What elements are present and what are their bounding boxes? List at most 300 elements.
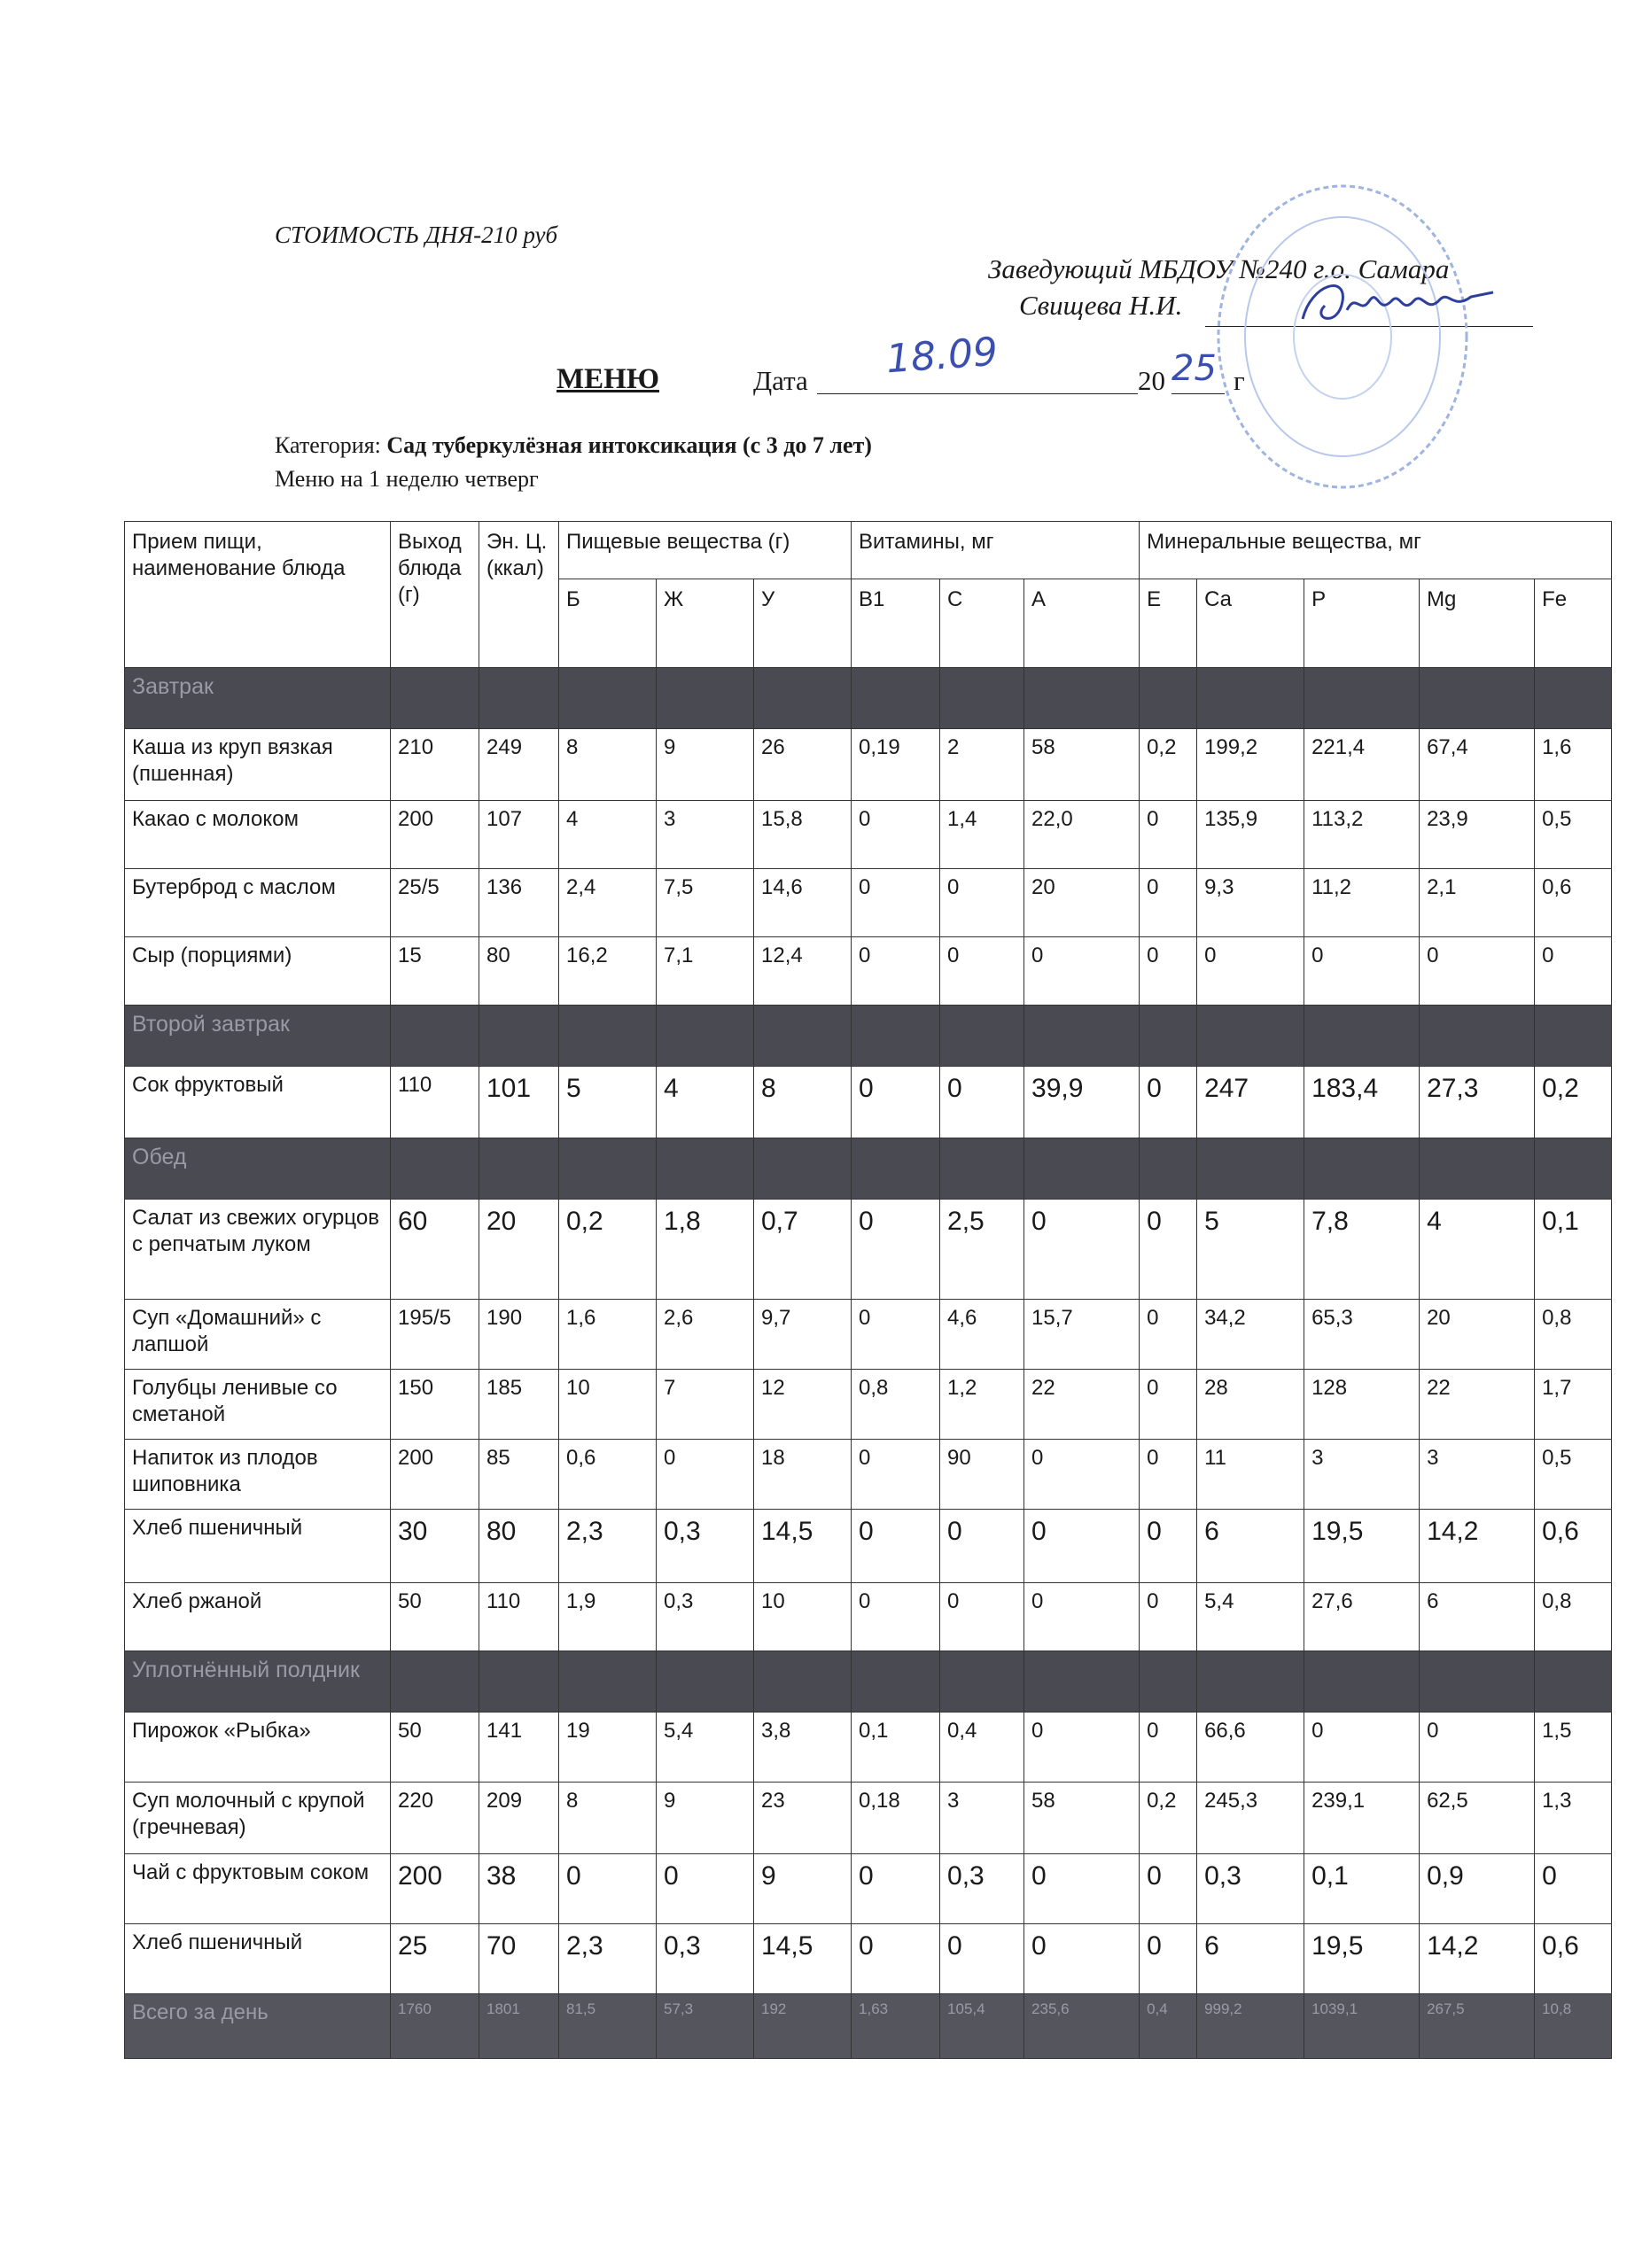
table-cell: 0 bbox=[657, 1440, 754, 1510]
section-cell bbox=[754, 1651, 852, 1713]
section-cell bbox=[479, 1651, 559, 1713]
table-cell: 7,5 bbox=[657, 869, 754, 937]
table-cell: 0 bbox=[940, 937, 1024, 1006]
table-cell: 0,4 bbox=[940, 1713, 1024, 1783]
header-zh: Ж bbox=[657, 579, 754, 668]
section-cell bbox=[391, 1651, 479, 1713]
total-cell: 57,3 bbox=[657, 1994, 754, 2059]
table-cell: 7,1 bbox=[657, 937, 754, 1006]
table-cell: 221,4 bbox=[1304, 729, 1420, 801]
table-cell: 0,3 bbox=[1197, 1854, 1304, 1924]
table-cell: 9,7 bbox=[754, 1300, 852, 1370]
table-cell: 3 bbox=[1420, 1440, 1535, 1510]
table-cell: 0,5 bbox=[1535, 1440, 1612, 1510]
table-cell: 9 bbox=[657, 1783, 754, 1854]
table-cell: 3 bbox=[657, 801, 754, 869]
table-cell: 249 bbox=[479, 729, 559, 801]
table-cell: 141 bbox=[479, 1713, 559, 1783]
table-cell: 0 bbox=[852, 1200, 940, 1300]
table-row bbox=[125, 1854, 1612, 1924]
section-label: Обед bbox=[125, 1138, 391, 1200]
section-cell bbox=[657, 1006, 754, 1067]
section-cell bbox=[657, 1138, 754, 1200]
dish-name: Чай с фруктовым соком bbox=[125, 1854, 391, 1924]
total-cell: 105,4 bbox=[940, 1994, 1024, 2059]
total-cell: 267,5 bbox=[1420, 1994, 1535, 2059]
category-label: Категория: bbox=[275, 432, 381, 458]
section-cell bbox=[559, 1006, 657, 1067]
table-cell: 11 bbox=[1197, 1440, 1304, 1510]
table-cell: 15,8 bbox=[754, 801, 852, 869]
table-cell: 185 bbox=[479, 1370, 559, 1440]
table-cell: 1,2 bbox=[940, 1370, 1024, 1440]
section-cell bbox=[852, 1138, 940, 1200]
table-cell: 0,6 bbox=[559, 1440, 657, 1510]
table-row bbox=[125, 1783, 1612, 1854]
table-row bbox=[125, 1440, 1612, 1510]
head-title: Заведующий МБДОУ №240 г.о. Самара bbox=[988, 253, 1450, 284]
section-row bbox=[125, 668, 1612, 729]
table-cell: 0,6 bbox=[1535, 1510, 1612, 1583]
dish-name: Каша из круп вязкая (пшенная) bbox=[125, 729, 391, 801]
table-cell: 14,2 bbox=[1420, 1510, 1535, 1583]
section-cell bbox=[1304, 1651, 1420, 1713]
table-cell: 1,5 bbox=[1535, 1713, 1612, 1783]
table-cell: 0 bbox=[1197, 937, 1304, 1006]
table-cell: 19,5 bbox=[1304, 1510, 1420, 1583]
table-cell: 2,1 bbox=[1420, 869, 1535, 937]
table-cell: 113,2 bbox=[1304, 801, 1420, 869]
dish-name: Хлеб ржаной bbox=[125, 1583, 391, 1651]
table-cell: 4 bbox=[559, 801, 657, 869]
table-cell: 0 bbox=[940, 869, 1024, 937]
year-value: 25 bbox=[1171, 348, 1217, 389]
section-cell bbox=[391, 668, 479, 729]
table-cell: 14,2 bbox=[1420, 1924, 1535, 1994]
table-cell: 58 bbox=[1024, 1783, 1140, 1854]
table-cell: 14,5 bbox=[754, 1510, 852, 1583]
total-cell: 235,6 bbox=[1024, 1994, 1140, 2059]
table-cell: 110 bbox=[391, 1067, 479, 1138]
table-cell: 0 bbox=[1024, 1440, 1140, 1510]
table-cell: 0,6 bbox=[1535, 869, 1612, 937]
table-row bbox=[125, 801, 1612, 869]
table-cell: 0 bbox=[852, 1510, 940, 1583]
table-cell: 4 bbox=[657, 1067, 754, 1138]
dish-name: Суп молочный с крупой (гречневая) bbox=[125, 1783, 391, 1854]
table-cell: 70 bbox=[479, 1924, 559, 1994]
section-cell bbox=[1535, 1138, 1612, 1200]
menu-table bbox=[124, 521, 1612, 2059]
section-cell bbox=[479, 1138, 559, 1200]
date-line bbox=[817, 393, 1138, 394]
table-cell: 14,6 bbox=[754, 869, 852, 937]
table-cell: 0,19 bbox=[852, 729, 940, 801]
table-cell: 0 bbox=[852, 1583, 940, 1651]
table-cell: 19 bbox=[559, 1713, 657, 1783]
section-cell bbox=[1420, 1138, 1535, 1200]
table-cell: 28 bbox=[1197, 1370, 1304, 1440]
section-cell bbox=[940, 668, 1024, 729]
table-cell: 34,2 bbox=[1197, 1300, 1304, 1370]
table-cell: 200 bbox=[391, 1440, 479, 1510]
total-row bbox=[125, 1994, 1612, 2059]
table-cell: 110 bbox=[479, 1583, 559, 1651]
table-cell: 2,4 bbox=[559, 869, 657, 937]
table-cell: 80 bbox=[479, 937, 559, 1006]
head-name: Свищева Н.И. bbox=[1019, 290, 1183, 321]
table-row bbox=[125, 729, 1612, 801]
table-cell: 9 bbox=[657, 729, 754, 801]
table-cell: 4,6 bbox=[940, 1300, 1024, 1370]
header-p: Р bbox=[1304, 579, 1420, 668]
table-cell: 0,8 bbox=[1535, 1300, 1612, 1370]
table-cell: 0 bbox=[1140, 1200, 1197, 1300]
table-cell: 9,3 bbox=[1197, 869, 1304, 937]
table-cell: 239,1 bbox=[1304, 1783, 1420, 1854]
table-cell: 183,4 bbox=[1304, 1067, 1420, 1138]
table-cell: 0 bbox=[1140, 1583, 1197, 1651]
total-cell: 1760 bbox=[391, 1994, 479, 2059]
section-label: Завтрак bbox=[125, 668, 391, 729]
table-cell: 2 bbox=[940, 729, 1024, 801]
total-cell: 81,5 bbox=[559, 1994, 657, 2059]
table-cell: 1,4 bbox=[940, 801, 1024, 869]
category-value: Сад туберкулёзная интоксикация (с 3 до 7 лет) bbox=[386, 432, 872, 458]
header-b1: В1 bbox=[852, 579, 940, 668]
table-cell: 0,3 bbox=[940, 1854, 1024, 1924]
table-cell: 1,6 bbox=[559, 1300, 657, 1370]
table-cell: 80 bbox=[479, 1510, 559, 1583]
table-cell: 0 bbox=[852, 1924, 940, 1994]
section-cell bbox=[559, 1138, 657, 1200]
header-nutrients: Пищевые вещества (г) bbox=[559, 522, 852, 579]
table-row bbox=[125, 869, 1612, 937]
table-cell: 90 bbox=[940, 1440, 1024, 1510]
header-fe: Fe bbox=[1535, 579, 1612, 668]
table-cell: 58 bbox=[1024, 729, 1140, 801]
table-cell: 0 bbox=[1304, 1713, 1420, 1783]
table-cell: 5 bbox=[1197, 1200, 1304, 1300]
table-cell: 27,3 bbox=[1420, 1067, 1535, 1138]
section-cell bbox=[754, 668, 852, 729]
dish-name: Пирожок «Рыбка» bbox=[125, 1713, 391, 1783]
section-cell bbox=[754, 1006, 852, 1067]
table-cell: 101 bbox=[479, 1067, 559, 1138]
table-cell: 0 bbox=[852, 869, 940, 937]
table-cell: 62,5 bbox=[1420, 1783, 1535, 1854]
section-cell bbox=[657, 1651, 754, 1713]
total-cell: 192 bbox=[754, 1994, 852, 2059]
date-value: 18.09 bbox=[884, 329, 1000, 383]
table-cell: 247 bbox=[1197, 1067, 1304, 1138]
section-cell bbox=[1140, 1138, 1197, 1200]
table-cell: 22 bbox=[1024, 1370, 1140, 1440]
day-cost: СТОИМОСТЬ ДНЯ-210 руб bbox=[275, 221, 558, 248]
header-energy: Эн. Ц.(ккал) bbox=[479, 522, 559, 668]
table-cell: 0 bbox=[1140, 1510, 1197, 1583]
stamp-icon bbox=[1205, 177, 1480, 496]
header-vitamins: Витамины, мг bbox=[852, 522, 1140, 579]
total-cell: 1801 bbox=[479, 1994, 559, 2059]
year-line bbox=[1171, 393, 1225, 394]
table-cell: 85 bbox=[479, 1440, 559, 1510]
section-cell bbox=[1024, 1138, 1140, 1200]
dish-name: Суп «Домашний» с лапшой bbox=[125, 1300, 391, 1370]
table-cell: 0 bbox=[940, 1510, 1024, 1583]
table-cell: 0 bbox=[1140, 1854, 1197, 1924]
section-cell bbox=[391, 1006, 479, 1067]
section-cell bbox=[1420, 1651, 1535, 1713]
dish-name: Сок фруктовый bbox=[125, 1067, 391, 1138]
table-cell: 0,7 bbox=[754, 1200, 852, 1300]
section-label: Второй завтрак bbox=[125, 1006, 391, 1067]
table-cell: 0,3 bbox=[657, 1924, 754, 1994]
table-cell: 200 bbox=[391, 801, 479, 869]
header-yield: Выход блюда (г) bbox=[391, 522, 479, 668]
section-cell bbox=[1304, 1006, 1420, 1067]
table-cell: 12 bbox=[754, 1370, 852, 1440]
header-mg: Mg bbox=[1420, 579, 1535, 668]
section-cell bbox=[940, 1006, 1024, 1067]
table-cell: 6 bbox=[1197, 1510, 1304, 1583]
header-c: С bbox=[940, 579, 1024, 668]
section-cell bbox=[1420, 1006, 1535, 1067]
header-e: Е bbox=[1140, 579, 1197, 668]
table-cell: 107 bbox=[479, 801, 559, 869]
section-cell bbox=[559, 668, 657, 729]
date-label: Дата bbox=[753, 365, 808, 396]
table-cell: 15,7 bbox=[1024, 1300, 1140, 1370]
table-cell: 199,2 bbox=[1197, 729, 1304, 801]
table-cell: 22,0 bbox=[1024, 801, 1140, 869]
table-cell: 0 bbox=[1420, 1713, 1535, 1783]
table-cell: 9 bbox=[754, 1854, 852, 1924]
section-cell bbox=[754, 1138, 852, 1200]
table-cell: 0,18 bbox=[852, 1783, 940, 1854]
table-cell: 0 bbox=[1024, 1854, 1140, 1924]
table-cell: 0 bbox=[1535, 1854, 1612, 1924]
total-cell: 10,8 bbox=[1535, 1994, 1612, 2059]
table-cell: 0 bbox=[1140, 869, 1197, 937]
table-cell: 1,6 bbox=[1535, 729, 1612, 801]
table-cell: 0,2 bbox=[1140, 1783, 1197, 1854]
section-cell bbox=[1140, 1006, 1197, 1067]
year-suffix: г bbox=[1234, 365, 1245, 396]
table-cell: 0,1 bbox=[1535, 1200, 1612, 1300]
table-cell: 25 bbox=[391, 1924, 479, 1994]
category bbox=[275, 432, 872, 459]
table-cell: 10 bbox=[559, 1370, 657, 1440]
table-row bbox=[125, 1713, 1612, 1783]
table-cell: 7,8 bbox=[1304, 1200, 1420, 1300]
header-ca: Са bbox=[1197, 579, 1304, 668]
dish-name: Хлеб пшеничный bbox=[125, 1924, 391, 1994]
table-cell: 0 bbox=[852, 1067, 940, 1138]
table-cell: 15 bbox=[391, 937, 479, 1006]
section-cell bbox=[852, 1006, 940, 1067]
table-cell: 0 bbox=[1024, 937, 1140, 1006]
table-cell: 0 bbox=[1140, 1067, 1197, 1138]
table-cell: 0 bbox=[940, 1583, 1024, 1651]
section-cell bbox=[852, 668, 940, 729]
table-cell: 66,6 bbox=[1197, 1713, 1304, 1783]
table-cell: 0,6 bbox=[1535, 1924, 1612, 1994]
table-cell: 0,1 bbox=[1304, 1854, 1420, 1924]
table-cell: 0 bbox=[852, 1854, 940, 1924]
table-cell: 1,7 bbox=[1535, 1370, 1612, 1440]
table-cell: 0 bbox=[1304, 937, 1420, 1006]
table-cell: 3 bbox=[940, 1783, 1024, 1854]
table-cell: 8 bbox=[559, 1783, 657, 1854]
table-cell: 25/5 bbox=[391, 869, 479, 937]
table-row bbox=[125, 1300, 1612, 1370]
table-cell: 210 bbox=[391, 729, 479, 801]
section-cell bbox=[391, 1138, 479, 1200]
table-cell: 23 bbox=[754, 1783, 852, 1854]
dish-name: Хлеб пшеничный bbox=[125, 1510, 391, 1583]
table-cell: 50 bbox=[391, 1713, 479, 1783]
table-cell: 39,9 bbox=[1024, 1067, 1140, 1138]
section-label: Уплотнённый полдник bbox=[125, 1651, 391, 1713]
section-row bbox=[125, 1006, 1612, 1067]
section-row bbox=[125, 1651, 1612, 1713]
table-row bbox=[125, 1583, 1612, 1651]
section-cell bbox=[559, 1651, 657, 1713]
table-cell: 0,2 bbox=[559, 1200, 657, 1300]
table-cell: 50 bbox=[391, 1583, 479, 1651]
section-cell bbox=[657, 668, 754, 729]
table-cell: 5,4 bbox=[1197, 1583, 1304, 1651]
dish-name: Голубцы ленивые со сметаной bbox=[125, 1370, 391, 1440]
section-cell bbox=[479, 1006, 559, 1067]
section-cell bbox=[1140, 668, 1197, 729]
table-cell: 0 bbox=[657, 1854, 754, 1924]
section-cell bbox=[1140, 1651, 1197, 1713]
table-cell: 0 bbox=[1024, 1200, 1140, 1300]
signature-icon bbox=[1294, 266, 1498, 337]
table-cell: 0 bbox=[1535, 937, 1612, 1006]
table-cell: 20 bbox=[1420, 1300, 1535, 1370]
table-cell: 136 bbox=[479, 869, 559, 937]
table-cell: 200 bbox=[391, 1854, 479, 1924]
table-cell: 0 bbox=[559, 1854, 657, 1924]
table-cell: 2,6 bbox=[657, 1300, 754, 1370]
table-cell: 1,9 bbox=[559, 1583, 657, 1651]
section-cell bbox=[1197, 1138, 1304, 1200]
section-cell bbox=[1024, 1651, 1140, 1713]
table-cell: 0 bbox=[852, 1300, 940, 1370]
table-cell: 0 bbox=[1140, 1300, 1197, 1370]
table-cell: 11,2 bbox=[1304, 869, 1420, 937]
table-cell: 0 bbox=[1140, 801, 1197, 869]
table-cell: 245,3 bbox=[1197, 1783, 1304, 1854]
table-cell: 1,3 bbox=[1535, 1783, 1612, 1854]
table-cell: 0 bbox=[852, 1440, 940, 1510]
table-cell: 0,2 bbox=[1535, 1067, 1612, 1138]
header-u: У bbox=[754, 579, 852, 668]
table-cell: 0 bbox=[940, 1067, 1024, 1138]
table-cell: 0,1 bbox=[852, 1713, 940, 1783]
table-cell: 4 bbox=[1420, 1200, 1535, 1300]
section-cell bbox=[1420, 668, 1535, 729]
table-cell: 135,9 bbox=[1197, 801, 1304, 869]
year-prefix: 20 bbox=[1138, 365, 1165, 396]
table-cell: 22 bbox=[1420, 1370, 1535, 1440]
table-cell: 7 bbox=[657, 1370, 754, 1440]
table-cell: 195/5 bbox=[391, 1300, 479, 1370]
table-cell: 209 bbox=[479, 1783, 559, 1854]
dish-name: Какао с молоком bbox=[125, 801, 391, 869]
table-cell: 6 bbox=[1197, 1924, 1304, 1994]
table-cell: 2,3 bbox=[559, 1924, 657, 1994]
table-cell: 2,3 bbox=[559, 1510, 657, 1583]
table-row bbox=[125, 937, 1612, 1006]
section-cell bbox=[1535, 1651, 1612, 1713]
table-cell: 0 bbox=[1140, 1713, 1197, 1783]
total-cell: 0,4 bbox=[1140, 1994, 1197, 2059]
table-cell: 0 bbox=[1140, 937, 1197, 1006]
table-cell: 16,2 bbox=[559, 937, 657, 1006]
header-a: А bbox=[1024, 579, 1140, 668]
table-cell: 65,3 bbox=[1304, 1300, 1420, 1370]
table-cell: 0 bbox=[940, 1924, 1024, 1994]
table-cell: 0 bbox=[1024, 1713, 1140, 1783]
table-cell: 23,9 bbox=[1420, 801, 1535, 869]
table-cell: 0 bbox=[1024, 1583, 1140, 1651]
total-cell: 999,2 bbox=[1197, 1994, 1304, 2059]
table-row bbox=[125, 1067, 1612, 1138]
table-cell: 0 bbox=[1024, 1510, 1140, 1583]
table-cell: 0 bbox=[1420, 937, 1535, 1006]
table-cell: 0,8 bbox=[852, 1370, 940, 1440]
table-row bbox=[125, 1200, 1612, 1300]
table-cell: 14,5 bbox=[754, 1924, 852, 1994]
header-meal: Прием пищи, наименование блюда bbox=[125, 522, 391, 668]
dish-name: Бутерброд с маслом bbox=[125, 869, 391, 937]
table-cell: 0 bbox=[852, 801, 940, 869]
section-cell bbox=[1535, 668, 1612, 729]
table-cell: 0,5 bbox=[1535, 801, 1612, 869]
table-row bbox=[125, 1510, 1612, 1583]
table-cell: 190 bbox=[479, 1300, 559, 1370]
total-cell: 1,63 bbox=[852, 1994, 940, 2059]
header-minerals: Минеральные вещества, мг bbox=[1140, 522, 1612, 579]
table-cell: 0,8 bbox=[1535, 1583, 1612, 1651]
section-cell bbox=[1304, 1138, 1420, 1200]
table-cell: 1,8 bbox=[657, 1200, 754, 1300]
table-cell: 0,3 bbox=[657, 1583, 754, 1651]
table-cell: 60 bbox=[391, 1200, 479, 1300]
table-cell: 18 bbox=[754, 1440, 852, 1510]
table-cell: 19,5 bbox=[1304, 1924, 1420, 1994]
section-cell bbox=[940, 1138, 1024, 1200]
section-row bbox=[125, 1138, 1612, 1200]
table-cell: 0 bbox=[852, 937, 940, 1006]
table-cell: 5 bbox=[559, 1067, 657, 1138]
section-cell bbox=[1024, 1006, 1140, 1067]
section-cell bbox=[1535, 1006, 1612, 1067]
week-label: Меню на 1 неделю четверг bbox=[275, 466, 539, 492]
table-cell: 38 bbox=[479, 1854, 559, 1924]
table-cell: 0,3 bbox=[657, 1510, 754, 1583]
table-cell: 0 bbox=[1024, 1924, 1140, 1994]
table-cell: 0,2 bbox=[1140, 729, 1197, 801]
table-cell: 12,4 bbox=[754, 937, 852, 1006]
dish-name: Салат из свежих огурцов с репчатым луком bbox=[125, 1200, 391, 1300]
table-cell: 0 bbox=[1140, 1370, 1197, 1440]
table-cell: 3,8 bbox=[754, 1713, 852, 1783]
